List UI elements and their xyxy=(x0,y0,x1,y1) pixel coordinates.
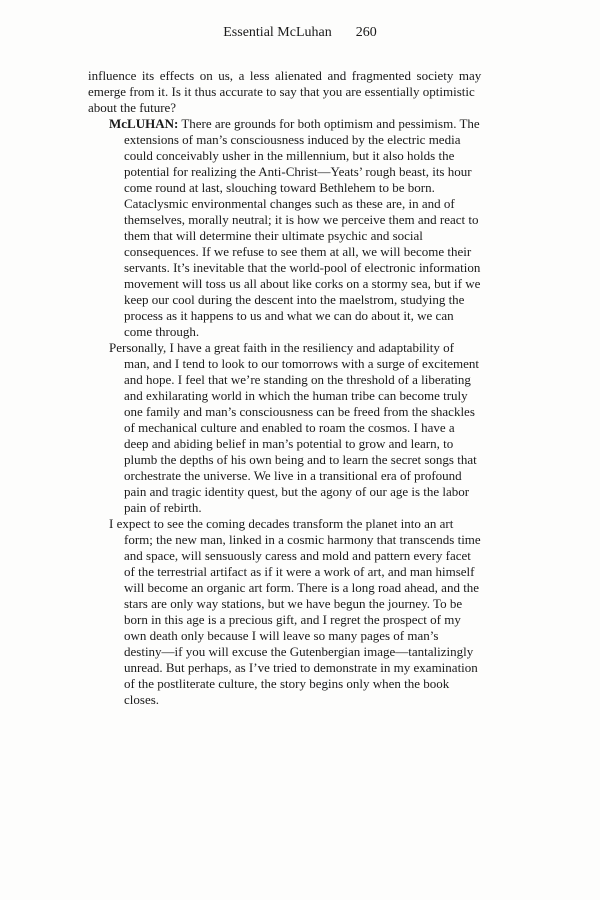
text-line: could conceivably usher in the millennium, but it also holds the xyxy=(124,148,455,163)
text-line: unread. But perhaps, as I’ve tried to demonstrate in my examination xyxy=(124,660,478,675)
text-line: Personally, I have a great faith in the resiliency and adaptability of xyxy=(109,340,454,355)
text-line: pain of rebirth. xyxy=(124,500,202,515)
text-line: influence its effects on us, a less alienated and fragmented society may xyxy=(88,68,482,83)
text-line: of mechanical culture and enabled to roam the cosmos. I have a xyxy=(124,420,455,435)
text-line: them that will determine their ultimate psychic and social xyxy=(124,228,423,243)
text-line: about the future? xyxy=(88,100,177,115)
text-line: movement will toss us all about like corks on a stormy sea, but if we xyxy=(124,276,481,291)
page-header xyxy=(0,24,600,41)
text-line: of the postliterate culture, the story begins only when the book xyxy=(124,676,450,691)
paragraph xyxy=(88,340,518,516)
text-line: orchestrate the universe. We live in a transitional era of profound xyxy=(124,468,462,483)
text-line: will become an organic art form. There is a long road ahead, and the xyxy=(124,580,480,595)
text-line: and hope. I feel that we’re standing on the threshold of a liberating xyxy=(124,372,471,387)
text-line: destiny—if you will excuse the Gutenbergian image—tantalizingly xyxy=(124,644,474,659)
page-number: 260 xyxy=(355,25,377,40)
text-line: I expect to see the coming decades transform the planet into an art xyxy=(109,516,454,531)
text-line: themselves, morally neutral; it is how we perceive them and react to xyxy=(124,212,479,227)
text-line: extensions of man’s consciousness induced by the electric media xyxy=(124,132,461,147)
text-line: man, and I tend to look to our tomorrows with a surge of excitement xyxy=(124,356,480,371)
text-line: potential for realizing the Anti-Christ—Yeats’ rough beast, its hour xyxy=(124,164,472,179)
text-line: one family and man’s consciousness can be freed from the shackles xyxy=(124,404,475,419)
text-line: deep and abiding belief in man’s potential to grow and learn, to xyxy=(124,436,454,451)
text-line: stars are only way stations, but we have begun the journey. To be xyxy=(124,596,463,611)
text-line: form; the new man, linked in a cosmic harmony that transcends time xyxy=(124,532,481,547)
text-line: of the terrestrial artifact as if it were a work of art, and man himself xyxy=(124,564,475,579)
text-block xyxy=(88,68,518,708)
text-line: closes. xyxy=(124,692,160,707)
text-line: own death only because I will leave so many pages of man’s xyxy=(124,628,439,643)
text-line: emerge from it. Is it thus accurate to say that you are essentially optimistic xyxy=(88,84,475,99)
text-line: born in this age is a precious gift, and I regret the prospect of my xyxy=(124,612,461,627)
text-line: McLUHAN: There are grounds for both optimism and pessimism. The xyxy=(109,116,480,131)
text-line: keep our cool during the descent into the maelstrom, studying the xyxy=(124,292,465,307)
text-line: pain and tragic identity quest, but the agony of our age is the labor xyxy=(124,484,470,499)
text-line: process as it happens to us and what we can do about it, we can xyxy=(124,308,454,323)
text-line: plumb the depths of his own being and to learn the secret songs that xyxy=(124,452,477,467)
paragraph xyxy=(88,516,518,708)
running-title: Essential McLuhan xyxy=(223,25,332,40)
text-line: Cataclysmic environmental changes such as these are, in and of xyxy=(124,196,455,211)
text-line: come through. xyxy=(124,324,200,339)
paragraph xyxy=(88,116,518,340)
speaker-label: McLUHAN: xyxy=(109,116,179,131)
text-line: and exhilarating world in which the human tribe can become truly xyxy=(124,388,468,403)
paragraph xyxy=(88,68,518,116)
text-line: consequences. If we refuse to see them at all, we will become their xyxy=(124,244,472,259)
text-line: and space, will sensuously caress and mold and pattern every facet xyxy=(124,548,471,563)
text-line: servants. It’s inevitable that the world-pool of electronic information xyxy=(124,260,481,275)
text-line: come round at last, slouching toward Bethlehem to be born. xyxy=(124,180,435,195)
